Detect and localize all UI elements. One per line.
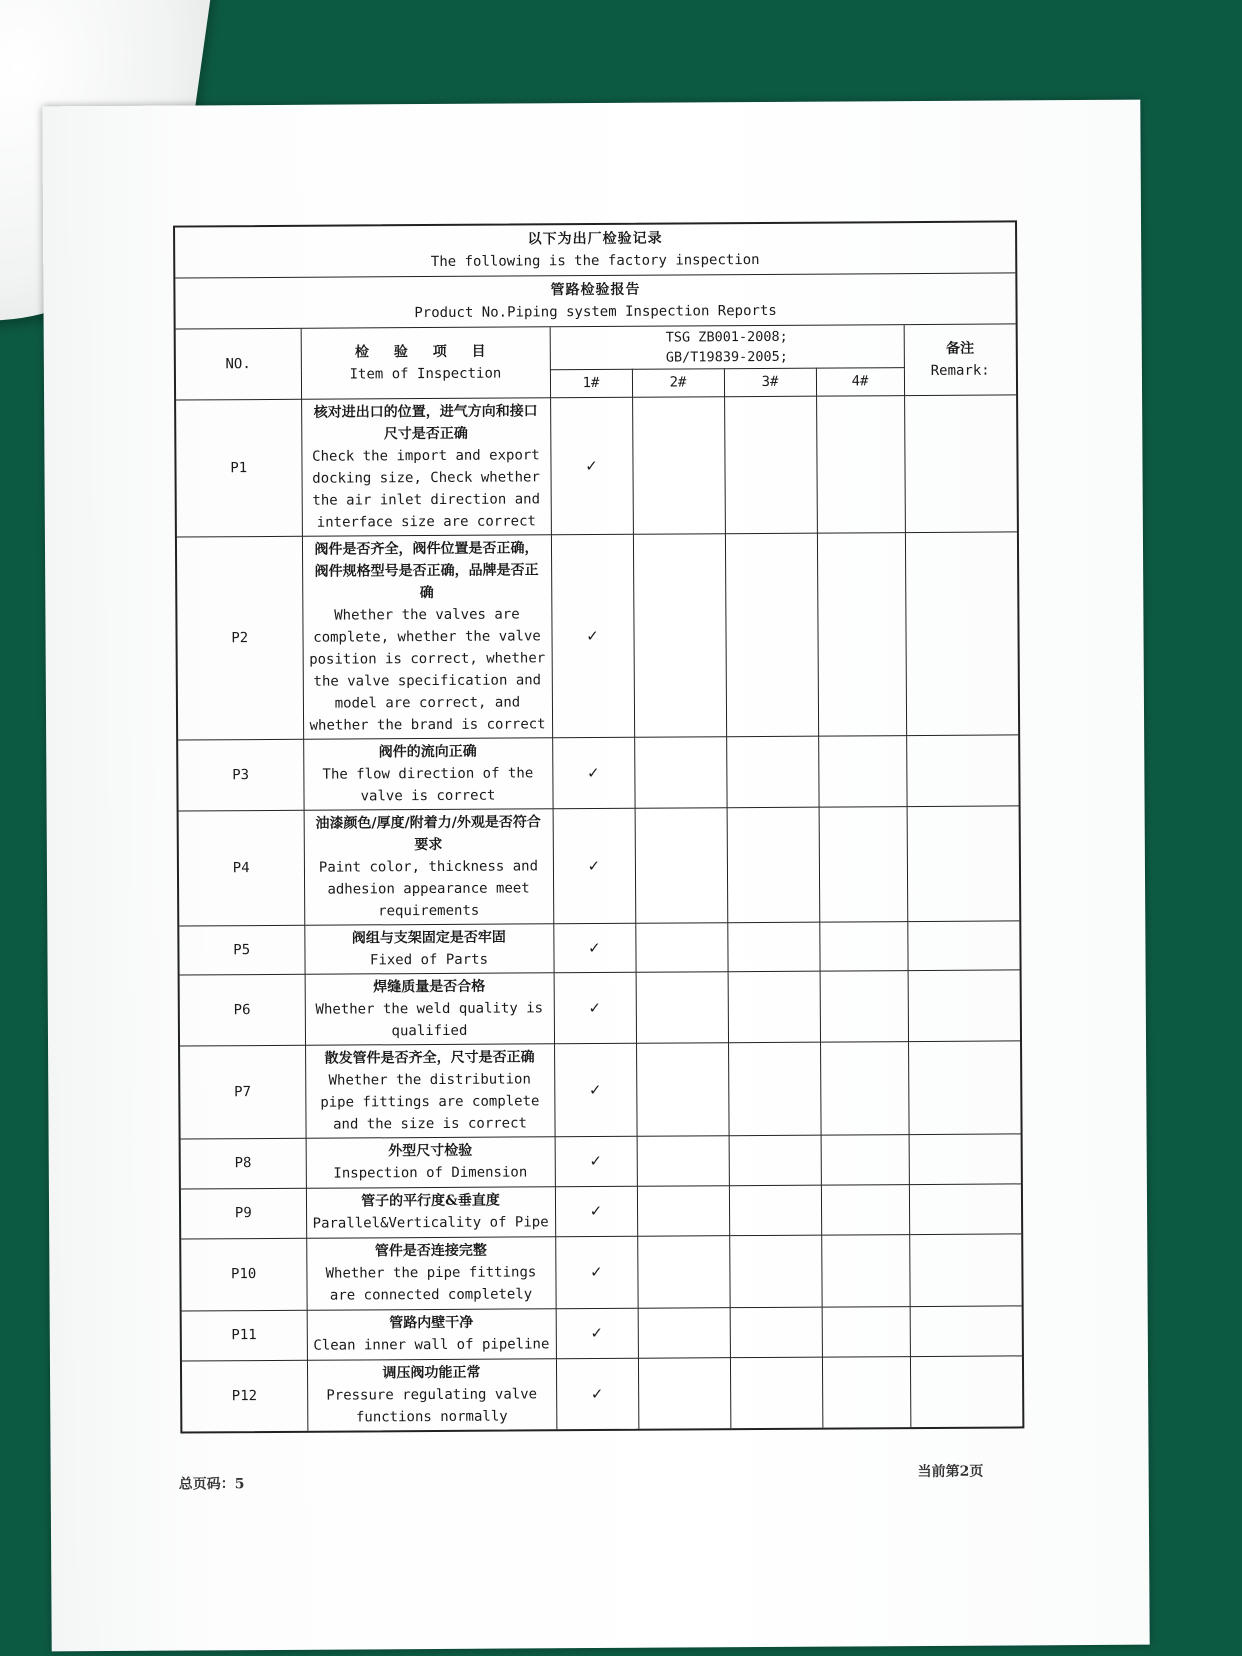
title-en: The following is the factory inspection [430,251,760,270]
col-header-unit-1: 1# [550,369,632,398]
row-remark [910,1305,1022,1356]
inspection-table [176,324,1023,1431]
row-no: P8 [181,1138,306,1189]
row-item-en: Pressure regulating valve functions normally [326,1385,538,1425]
row-check-unit-4 [818,735,906,807]
row-item-en: The flow direction of the valve is correct [322,764,534,804]
subtitle-cn: 管路检验报告 [550,281,641,299]
row-no: P6 [180,974,305,1046]
row-check-unit-1: ✓ [556,1358,638,1429]
document-paper [42,100,1149,1652]
row-no: P2 [177,536,303,740]
subtitle-band [175,273,1015,329]
row-remark [907,805,1020,921]
row-item-cn: 阀件的流向正确 [378,743,477,760]
row-check-unit-3 [724,396,817,534]
row-check-unit-1: ✓ [555,1186,637,1237]
row-item [305,1043,555,1138]
col-header-unit-4: 4# [816,367,904,396]
row-remark [910,1355,1022,1426]
row-remark [909,1183,1021,1234]
row-remark [908,1040,1021,1134]
row-no: P9 [181,1188,306,1239]
row-check-unit-3 [727,807,820,923]
table-row [181,1183,1021,1238]
row-check-unit-3 [729,1235,821,1308]
col-header-remark [904,324,1016,395]
row-check-unit-1: ✓ [551,534,634,737]
row-item-en: Whether the weld quality is qualified [315,999,544,1039]
row-item-cn: 管件是否连接完整 [374,1242,487,1260]
table-row [176,394,1017,536]
row-remark [909,1233,1021,1306]
row-check-unit-2 [635,922,727,972]
row-item-en: Paint color, thickness and adhesion appearance meet requirements [318,857,539,919]
row-check-unit-1: ✓ [556,1308,638,1359]
standard-line-1: TSG ZB001-2008; [665,328,788,346]
table-row [179,920,1019,974]
current-page: 当前第2页 [917,1463,984,1481]
row-item-en: Whether the distribution pipe fittings are complete and the size is correct [320,1070,540,1133]
row-check-unit-3 [730,1307,822,1358]
row-item-cn: 焊缝质量是否合格 [373,978,486,995]
row-item [306,1236,555,1310]
row-check-unit-2 [634,736,726,808]
row-item-en: Parallel&Verticality of Pipe [312,1214,549,1232]
table-row [177,531,1018,739]
col-header-no: NO. [176,329,301,400]
table-row [181,1133,1021,1188]
row-check-unit-3 [728,1042,821,1136]
row-item-en: Clean inner wall of pipeline [313,1336,550,1354]
row-remark [907,920,1019,970]
row-item [304,923,553,974]
row-item-en: Fixed of Parts [369,951,489,968]
row-remark [908,969,1020,1041]
row-remark [906,734,1018,806]
row-check-unit-3 [727,922,819,972]
row-check-unit-3 [729,1185,821,1236]
col-header-remark-cn: 备注 [946,340,975,357]
title-cn: 以下为出厂检验记录 [527,230,663,248]
row-check-unit-3 [726,736,818,808]
row-item-cn: 阀组与支架固定是否牢固 [351,929,506,946]
row-no: P10 [181,1238,306,1311]
row-check-unit-2 [632,396,725,534]
row-item-cn: 外型尺寸检验 [388,1142,473,1160]
row-check-unit-1: ✓ [555,1136,637,1186]
row-item-cn: 核对进出口的位置，进气方向和接口尺寸是否正确 [313,402,538,442]
row-check-unit-2 [636,971,728,1043]
row-check-unit-2 [633,533,726,737]
col-header-unit-2: 2# [632,368,724,397]
row-check-unit-4 [816,395,905,533]
col-header-item-en: Item of Inspection [349,365,502,383]
row-item [302,534,552,739]
standard-line-2: GB/T19839-2005; [665,348,788,366]
row-check-unit-4 [821,1184,909,1235]
table-body [176,394,1022,1431]
row-check-unit-4 [819,806,908,922]
row-item-en: Inspection of Dimension [333,1164,528,1182]
row-item [304,808,554,925]
row-no: P3 [178,739,303,811]
row-check-unit-4 [821,1234,909,1307]
row-check-unit-3 [729,1135,821,1186]
row-no: P7 [180,1045,306,1139]
row-no: P1 [176,399,302,537]
row-item [301,397,551,536]
row-check-unit-1: ✓ [553,808,636,923]
row-item-en: Whether the pipe fittings are connected completely [325,1264,537,1304]
row-check-unit-2 [638,1357,730,1428]
title-band [175,222,1015,278]
row-item [306,1186,555,1238]
subtitle-en: Product No.Piping system Inspection Reports [414,302,777,322]
row-no: P5 [179,925,304,975]
col-header-standard [550,325,904,369]
row-check-unit-3 [730,1357,822,1428]
row-check-unit-1: ✓ [555,1236,637,1308]
table-row [179,805,1020,925]
table-row [182,1305,1022,1360]
row-remark [904,394,1017,532]
table-row [181,1233,1021,1310]
row-check-unit-4 [819,921,907,971]
table-row [182,1355,1022,1431]
row-check-unit-3 [725,533,818,737]
row-item-en: Check the import and export docking size, Check whether the air inlet direction and interface size are correct [312,446,541,531]
col-header-unit-3: 3# [724,368,816,397]
total-pages: 总页码：5 [178,1476,245,1493]
row-check-unit-2 [635,807,728,923]
row-item [303,737,552,810]
row-item-cn: 管子的平行度&垂直度 [361,1192,500,1210]
row-remark [909,1133,1021,1184]
col-header-remark-en: Remark: [930,362,990,379]
row-item [307,1358,556,1430]
row-no: P11 [182,1310,307,1361]
table-row [180,969,1020,1045]
table-row [178,734,1018,810]
row-check-unit-4 [822,1356,910,1427]
row-item-cn: 管路内壁干净 [389,1314,474,1332]
row-check-unit-2 [638,1307,730,1358]
row-remark [905,531,1018,735]
row-check-unit-2 [637,1185,729,1236]
row-check-unit-4 [821,1134,909,1185]
row-check-unit-4 [820,1041,909,1135]
row-item [306,1136,555,1188]
row-no: P4 [179,810,305,926]
row-check-unit-2 [636,1042,729,1136]
row-item-cn: 散发管件是否齐全，尺寸是否正确 [324,1048,535,1067]
table-row [180,1040,1021,1138]
header-row-top [176,324,1016,371]
row-no: P12 [182,1360,307,1431]
row-check-unit-4 [820,970,908,1042]
row-item [305,972,554,1045]
row-item-en: Whether the valves are complete, whether the valve position is correct, whether the valve specification and model are correct, and whether the brand is correct [309,605,546,734]
col-header-item [301,327,550,399]
col-header-item-cn: 检 验 项 目 [354,343,496,361]
row-check-unit-1: ✓ [554,972,636,1043]
row-check-unit-2 [637,1135,729,1186]
row-check-unit-1: ✓ [550,397,633,534]
row-check-unit-1: ✓ [552,737,634,808]
row-item [307,1308,556,1360]
row-item-cn: 阀件是否齐全，阀件位置是否正确，阀件规格型号是否正确，品牌是否正确 [314,539,539,601]
row-check-unit-2 [637,1235,729,1308]
row-check-unit-4 [822,1306,910,1357]
row-check-unit-1: ✓ [553,923,635,973]
row-check-unit-4 [817,532,906,736]
row-check-unit-1: ✓ [554,1043,637,1136]
inspection-sheet [173,220,1024,1433]
row-check-unit-3 [728,971,820,1043]
row-item-cn: 油漆颜色/厚度/附着力/外观是否符合要求 [315,813,541,853]
row-item-cn: 调压阀功能正常 [382,1364,481,1381]
